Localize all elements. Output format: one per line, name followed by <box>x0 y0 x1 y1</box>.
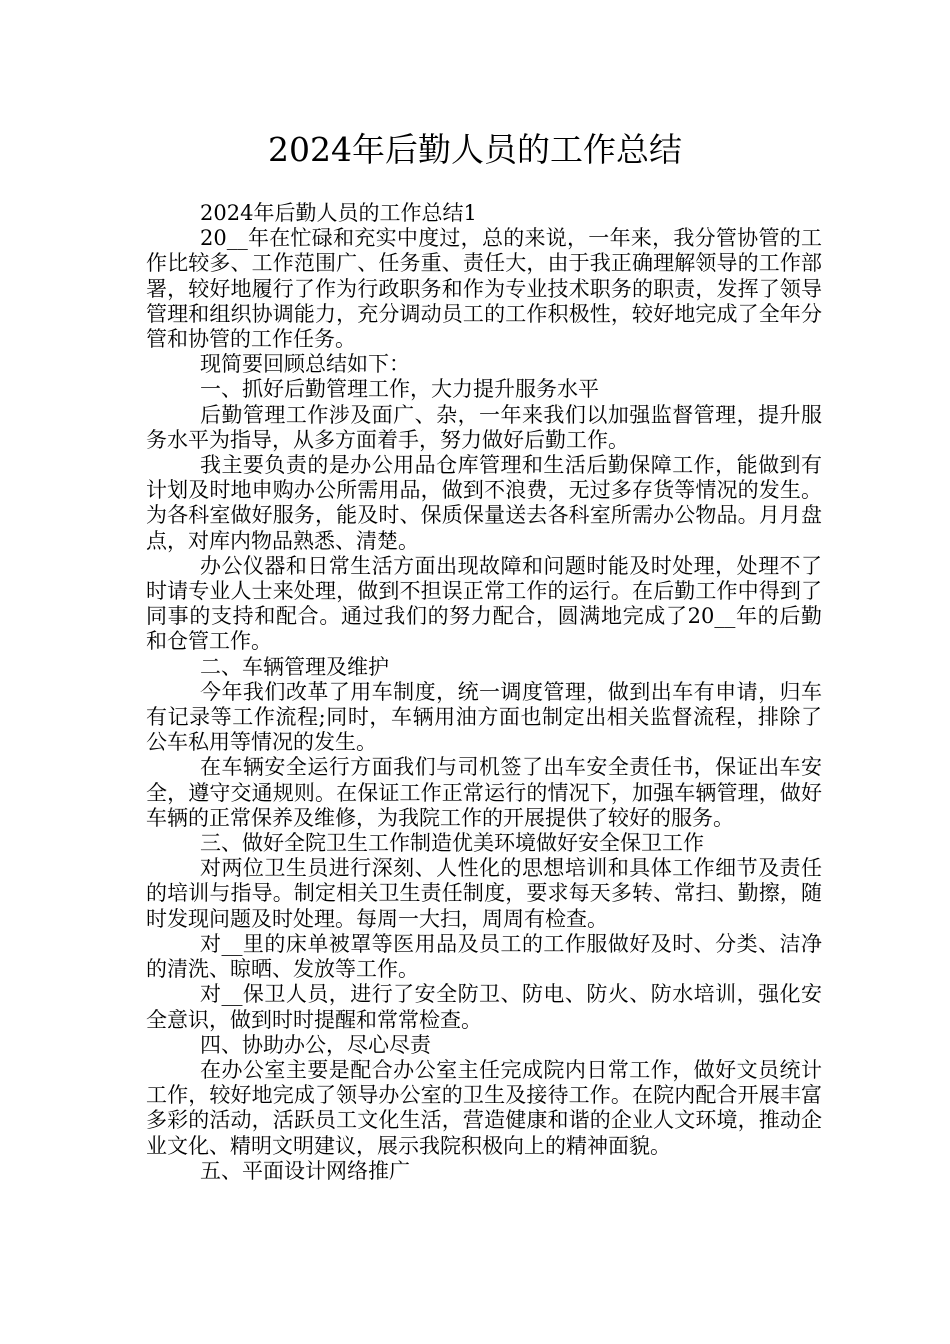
paragraph: 对__里的床单被罩等医用品及员工的工作服做好及时、分类、洁净的清洗、晾晒、发放等工作。 <box>146 931 822 982</box>
paragraph: 我主要负责的是办公用品仓库管理和生活后勤保障工作，能做到有计划及时地申购办公所需用品，做到不浪费，无过多存货等情况的发生。为各科室做好服务，能及时、保质保量送去各科室所需办公物品。月月盘点，对库内物品熟悉、清楚。 <box>146 453 822 553</box>
document-title: 2024年后勤人员的工作总结 <box>268 130 682 169</box>
section-heading-2: 二、车辆管理及维护 <box>200 654 389 679</box>
document-body <box>146 201 822 1184</box>
paragraph: 对__保卫人员，进行了安全防卫、防电、防火、防水培训，强化安全意识，做到时时提醒和常常检查。 <box>146 982 822 1032</box>
paragraph: 对两位卫生员进行深刻、人性化的思想培训和具体工作细节及责任的培训与指导。制定相关卫生责任制度，要求每天多转、常扫、勤擦，随时发现问题及时处理。每周一大扫，周周有检查。 <box>146 856 822 931</box>
paragraph: 在车辆安全运行方面我们与司机签了出车安全责任书，保证出车安全，遵守交通规则。在保证工作正常运行的情况下，加强车辆管理，做好车辆的正常保养及维修，为我院工作的开展提供了较好的服务。 <box>146 755 822 830</box>
section-heading-3: 三、做好全院卫生工作制造优美环境做好安全保卫工作 <box>200 831 704 856</box>
section-heading-5: 五、平面设计网络推广 <box>200 1158 410 1183</box>
paragraph: 办公仪器和日常生活方面出现故障和问题时能及时处理，处理不了时请专业人士来处理，做到不担误正常工作的运行。在后勤工作中得到了同事的支持和配合。通过我们的努力配合，圆满地完成了20__年的后勤和仓管工作。 <box>146 553 822 654</box>
paragraph: 今年我们改革了用车制度，统一调度管理，做到出车有申请，归车有记录等工作流程;同时，车辆用油方面也制定出相关监督流程，排除了公车私用等情况的发生。 <box>146 679 822 755</box>
paragraph-intro: 20__年在忙碌和充实中度过，总的来说，一年来，我分管协管的工作比较多、工作范围广、任务重、责任大，由于我正确理解领导的工作部署，较好地履行了作为行政职务和作为专业技术职务的职责，发挥了领导管理和组织协调能力，充分调动员工的工作积极性，较好地完成了全年分管和协管的工作任务。 <box>146 226 822 352</box>
paragraph-summary-lead: 现简要回顾总结如下： <box>200 352 410 377</box>
paragraph-subtitle: 2024年后勤人员的工作总结1 <box>200 201 477 225</box>
paragraph: 在办公室主要是配合办公室主任完成院内日常工作，做好文员统计工作，较好地完成了领导办公室的卫生及接待工作。在院内配合开展丰富多彩的活动，活跃员工文化生活，营造健康和谐的企业人文环境，推动企业文化、精明文明建议，展示我院积极向上的精神面貌。 <box>146 1057 822 1158</box>
section-heading-4: 四、协助办公，尽心尽责 <box>200 1032 431 1057</box>
paragraph: 后勤管理工作涉及面广、杂，一年来我们以加强监督管理，提升服务水平为指导，从多方面着手，努力做好后勤工作。 <box>146 402 822 452</box>
section-heading-1: 一、抓好后勤管理工作，大力提升服务水平 <box>200 377 599 402</box>
